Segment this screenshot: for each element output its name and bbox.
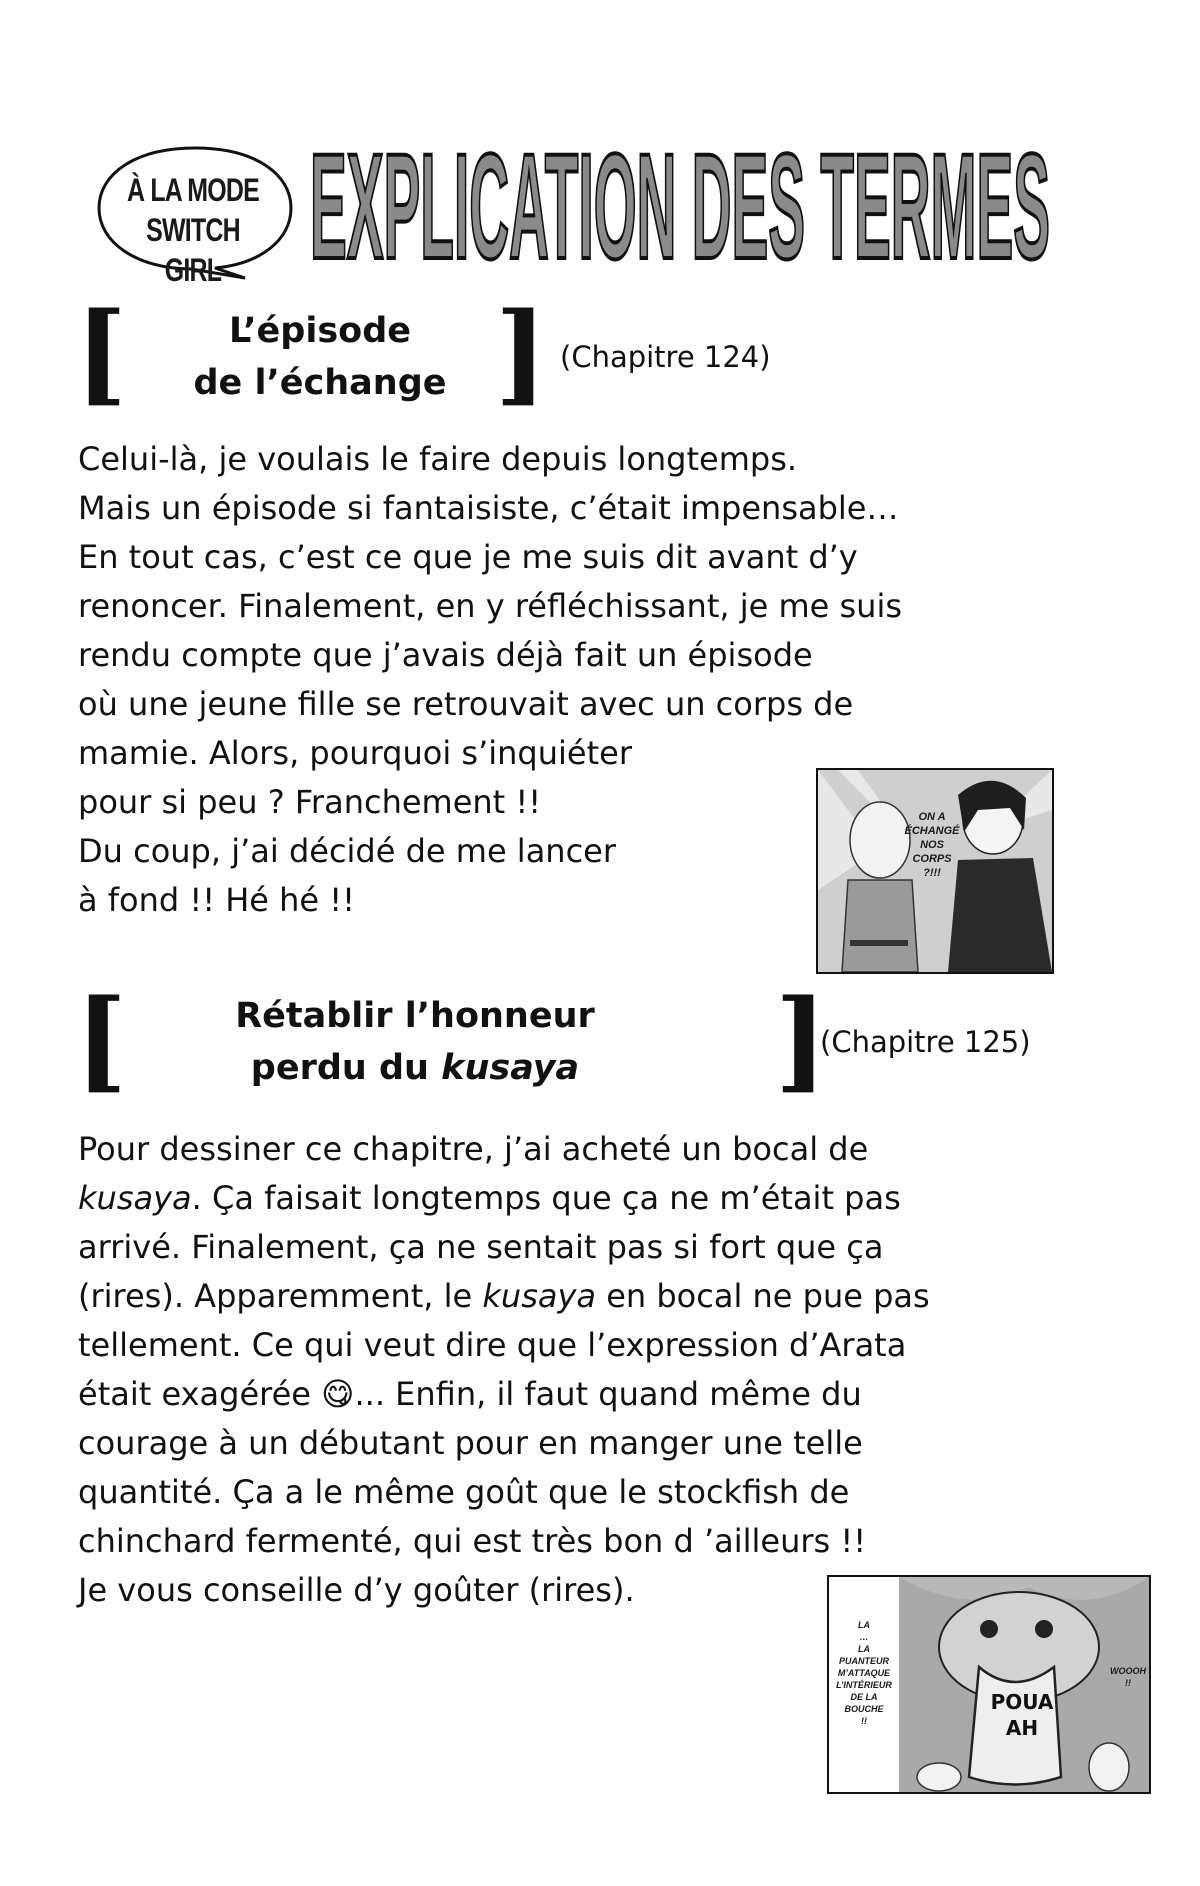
text-line: arrivé. Finalement, ça ne sentait pas si fort que ça [78,1228,884,1266]
text-line: était exagérée 😋... Enfin, il faut quand même du [78,1375,862,1413]
series-label: À LA MODE SWITCH GIRL [126,172,260,288]
text-line: à fond !! Hé hé !! [78,881,355,919]
section1-heading: L’épisode de l’échange [193,311,447,403]
text-line: courage à un débutant pour en manger une telle [78,1424,863,1462]
text-line: quantité. Ça a le même goût que le stockfish de [78,1473,850,1511]
speech-text: LA … LA PUANTEUR M’ATTAQUE L’INTÉRIEUR DE LA BOUCHE !! [836,1620,892,1726]
right-bracket: ] [775,975,828,1104]
text-line: chinchard fermenté, qui est très bon d ’ailleurs !! [78,1522,867,1560]
sound-effect-poua: POUA AH [990,1690,1054,1740]
page-title-text: EXPLICATION DES TERMES [310,130,1050,290]
text-line: Du coup, j’ai décidé de me lancer [78,832,617,870]
text-line: renoncer. Finalement, en y réfléchissant, je me suis [78,587,903,625]
section1-chapter: (Chapitre 124) [560,340,771,374]
text-line: Celui-là, je voulais le faire depuis longtemps. [78,440,798,478]
text-line: kusaya. Ça faisait longtemps que ça ne m’était pas [78,1179,901,1217]
page-title [300,130,1060,290]
left-bracket: [ [75,975,128,1104]
text-line: rendu compte que j’avais déjà fait un épisode [78,636,813,674]
text-line: mamie. Alors, pourquoi s’inquiéter [78,734,632,772]
section1-paragraph [78,435,902,925]
speech-text: ON A ÉCHANGÉ NOS CORPS ?!!! [904,811,960,879]
text-line: Pour dessiner ce chapitre, j’ai acheté un bocal de [78,1130,869,1168]
text-line: tellement. Ce qui veut dire que l’expression d’Arata [78,1326,907,1364]
section2-heading: Rétablir l’honneur perdu du kusaya [235,996,595,1088]
text-line: pour si peu ? Franchement !! [78,783,542,821]
left-bracket: [ [75,288,128,417]
text-line: Je vous conseille d’y goûter (rires). [78,1571,635,1609]
section2-paragraph [78,1125,930,1615]
text-line: (rires). Apparemment, le kusaya en bocal ne pue pas [78,1277,930,1315]
sound-effect-text: WOOOH !! [1110,1666,1146,1688]
section2-chapter: (Chapitre 125) [820,1025,1031,1059]
text-line: Mais un épisode si fantaisiste, c’était impensable… [78,489,899,527]
manga-panel-body-swap [816,768,1054,974]
right-bracket: ] [495,288,548,417]
text-line: En tout cas, c’est ce que je me suis dit avant d’y [78,538,858,576]
text-line: où une jeune fille se retrouvait avec un corps de [78,685,854,723]
manga-panel-stink [827,1575,1151,1794]
